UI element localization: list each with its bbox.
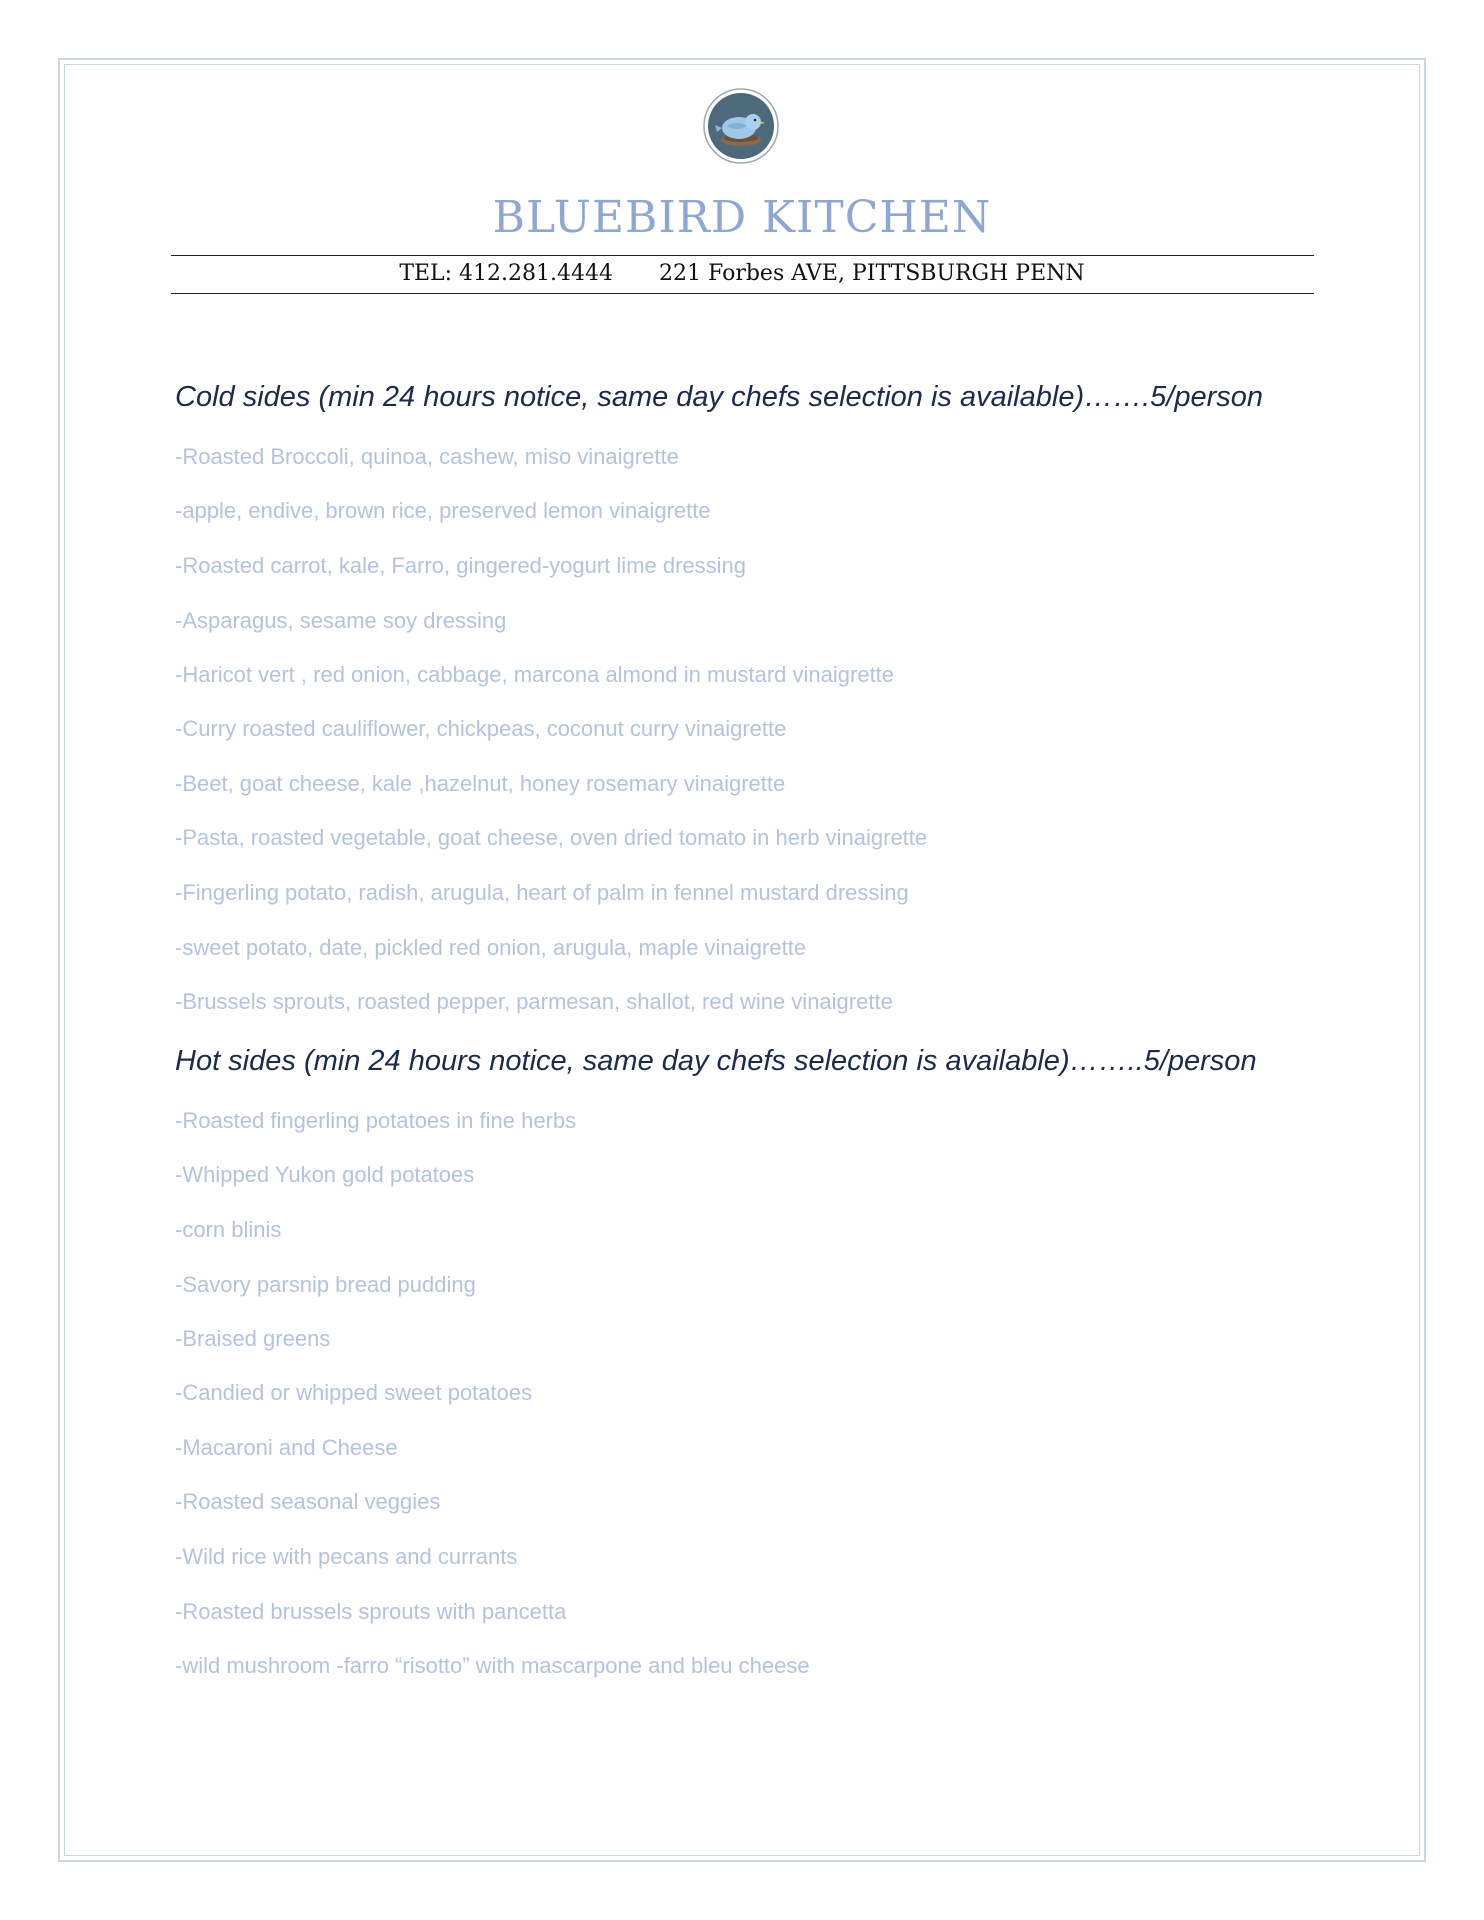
menu-item: -Brussels sprouts, roasted pepper, parmesan, shallot, red wine vinaigrette — [175, 989, 893, 1014]
cold-sides-item — [175, 552, 1325, 580]
menu-item: -Haricot vert , red onion, cabbage, marcona almond in mustard vinaigrette — [175, 662, 895, 687]
cold-sides-item — [175, 770, 1325, 798]
menu-item: -Wild rice with pecans and currants — [175, 1544, 518, 1569]
hot-sides-item — [175, 1434, 1325, 1462]
menu-item: -Beet, goat cheese, kale ,hazelnut, honey rosemary vinaigrette — [175, 771, 786, 796]
menu-item: -apple, endive, brown rice, preserved lemon vinaigrette — [175, 498, 711, 523]
hot-sides-item — [175, 1652, 1325, 1680]
bluebird-logo-icon — [703, 88, 779, 164]
menu-item: -Whipped Yukon gold potatoes — [175, 1162, 475, 1187]
hot-sides-item — [175, 1379, 1325, 1407]
menu-item: -Roasted carrot, kale, Farro, gingered-yogurt lime dressing — [175, 553, 747, 578]
menu-item: -Roasted seasonal veggies — [175, 1489, 441, 1514]
cold-sides-item — [175, 988, 1325, 1016]
cold-sides-item — [175, 607, 1325, 635]
cold-sides-item — [175, 443, 1325, 471]
phone-number: TEL: 412.281.4444 — [399, 261, 614, 286]
hot-sides-heading: Hot sides (min 24 hours notice, same day chefs selection is available)……..5/person — [175, 1045, 1257, 1077]
menu-item: -Fingerling potato, radish, arugula, heart of palm in fennel mustard dressing — [175, 880, 909, 905]
menu-item: -Roasted Broccoli, quinoa, cashew, miso vinaigrette — [175, 444, 679, 469]
header-divider-bottom — [171, 293, 1314, 294]
header-divider-top — [171, 255, 1314, 256]
menu-item: -Savory parsnip bread pudding — [175, 1272, 476, 1297]
address: 221 Forbes AVE, PITTSBURGH PENN — [659, 261, 1085, 286]
menu-item: -Pasta, roasted vegetable, goat cheese, oven dried tomato in herb vinaigrette — [175, 825, 928, 850]
menu-item: -Asparagus, sesame soy dressing — [175, 608, 507, 633]
hot-sides-item — [175, 1598, 1325, 1626]
menu-item: -sweet potato, date, pickled red onion, arugula, maple vinaigrette — [175, 935, 807, 960]
menu-item: -wild mushroom -farro “risotto” with mascarpone and bleu cheese — [175, 1653, 810, 1678]
menu-item: -Roasted fingerling potatoes in fine herbs — [175, 1108, 577, 1133]
cold-sides-section — [175, 378, 1325, 416]
menu-item: -Macaroni and Cheese — [175, 1435, 398, 1460]
hot-sides-item — [175, 1543, 1325, 1571]
hot-sides-item — [175, 1107, 1325, 1135]
hot-sides-item — [175, 1488, 1325, 1516]
menu-item: -Candied or whipped sweet potatoes — [175, 1380, 533, 1405]
hot-sides-item — [175, 1216, 1325, 1244]
cold-sides-item — [175, 934, 1325, 962]
cold-sides-item — [175, 824, 1325, 852]
restaurant-name: BLUEBIRD KITCHEN — [492, 192, 992, 243]
hot-sides-item — [175, 1161, 1325, 1189]
menu-item: -Roasted brussels sprouts with pancetta — [175, 1599, 567, 1624]
contact-line — [0, 258, 1484, 290]
hot-sides-item — [175, 1325, 1325, 1353]
hot-sides-section — [175, 1042, 1325, 1080]
cold-sides-item — [175, 497, 1325, 525]
hot-sides-item — [175, 1271, 1325, 1299]
cold-sides-item — [175, 715, 1325, 743]
cold-sides-item — [175, 879, 1325, 907]
menu-item: -Braised greens — [175, 1326, 331, 1351]
cold-sides-heading: Cold sides (min 24 hours notice, same day chefs selection is available)…….5/person — [175, 381, 1264, 413]
cold-sides-item — [175, 661, 1325, 689]
menu-item: -corn blinis — [175, 1217, 282, 1242]
menu-item: -Curry roasted cauliflower, chickpeas, coconut curry vinaigrette — [175, 716, 787, 741]
